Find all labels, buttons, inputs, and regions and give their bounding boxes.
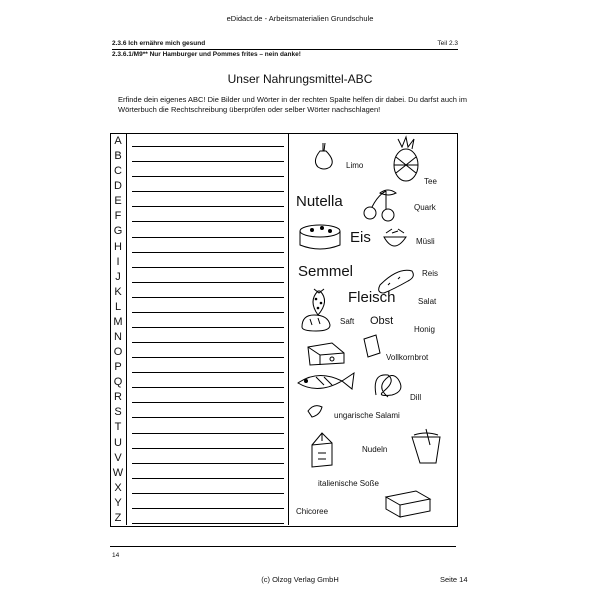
letter-g: G <box>113 225 123 238</box>
cheese-icon <box>308 343 344 365</box>
section-title: 2.3.6 Ich ernähre mich gesund <box>112 40 206 47</box>
page-label: Seite 14 <box>440 575 468 584</box>
part-label: Teil 2.3 <box>437 40 458 47</box>
letter-x: X <box>114 481 122 494</box>
letter-w: W <box>112 466 124 479</box>
word-eis: Eis <box>350 229 371 246</box>
writing-line-u[interactable] <box>132 448 284 449</box>
writing-line-h[interactable] <box>132 252 284 253</box>
writing-line-k[interactable] <box>132 297 284 298</box>
butter-icon <box>386 491 430 517</box>
letter-f: F <box>114 210 122 223</box>
writing-line-e[interactable] <box>132 206 284 207</box>
pretzel-icon <box>375 375 401 397</box>
writing-line-a[interactable] <box>132 146 284 147</box>
word-salat: Salat <box>418 297 437 306</box>
onion-icon <box>315 143 332 169</box>
letter-m: M <box>113 315 123 328</box>
letter-s: S <box>114 406 122 419</box>
cherries-icon <box>364 190 396 221</box>
food-pictures <box>288 133 456 525</box>
cake-icon <box>300 225 340 249</box>
writing-line-n[interactable] <box>132 342 284 343</box>
footer-rule <box>110 546 456 547</box>
milk-carton-icon <box>312 433 332 467</box>
writing-line-z[interactable] <box>132 523 284 524</box>
word-chicoree: Chicoree <box>296 507 329 516</box>
word-salami: ungarische Salami <box>334 411 400 420</box>
pineapple-icon <box>394 137 418 181</box>
letter-j: J <box>115 270 121 283</box>
letter-n: N <box>114 331 122 343</box>
writing-line-i[interactable] <box>132 267 284 268</box>
strawberry-icon <box>313 289 325 315</box>
page-number: 14 <box>112 552 120 559</box>
letter-d: D <box>114 180 122 193</box>
letter-c: C <box>114 165 122 178</box>
word-honig: Honig <box>414 325 435 334</box>
copyright-text: (c) Olzog Verlag GmbH <box>261 575 339 584</box>
word-vollkornbrot: Vollkornbrot <box>386 353 429 362</box>
word-fleisch: Fleisch <box>348 289 396 306</box>
writing-line-w[interactable] <box>132 478 284 479</box>
page-title: Unser Nahrungsmittel-ABC <box>227 72 373 86</box>
section-heading <box>112 40 458 47</box>
cereal-bowl-icon <box>384 229 406 246</box>
salami-icon <box>379 270 414 293</box>
word-reis: Reis <box>422 269 439 278</box>
fish-icon <box>298 373 354 389</box>
writing-line-r[interactable] <box>132 402 284 403</box>
writing-line-j[interactable] <box>132 282 284 283</box>
word-obst: Obst <box>370 315 394 327</box>
letter-u: U <box>114 436 122 449</box>
letter-r: R <box>114 391 122 404</box>
letter-q: Q <box>113 376 123 389</box>
writing-lines <box>132 133 284 525</box>
letter-l: L <box>114 300 122 313</box>
word-muesli: Müsli <box>416 237 435 246</box>
word-nudeln: Nudeln <box>362 445 388 454</box>
writing-line-d[interactable] <box>132 191 284 192</box>
word-saft: Saft <box>340 317 355 326</box>
juice-box-icon <box>364 335 380 357</box>
word-nutella: Nutella <box>296 193 343 210</box>
writing-line-q[interactable] <box>132 387 284 388</box>
writing-line-o[interactable] <box>132 357 284 358</box>
letter-k: K <box>114 285 122 298</box>
word-limo: Limo <box>346 161 364 170</box>
writing-line-l[interactable] <box>132 312 284 313</box>
word-quark: Quark <box>414 203 436 212</box>
site-header: eDidact.de - Arbeitsmaterialien Grundschule <box>226 14 374 23</box>
writing-line-c[interactable] <box>132 176 284 177</box>
word-semmel: Semmel <box>298 263 354 280</box>
material-line: 2.3.6.1/M9** Nur Hamburger und Pommes frites – nein danke! <box>112 49 458 58</box>
letter-h: H <box>114 240 122 253</box>
writing-line-y[interactable] <box>132 508 284 509</box>
sausage-icon <box>308 406 322 417</box>
letter-a: A <box>114 135 122 147</box>
letter-o: O <box>113 346 123 359</box>
letter-t: T <box>114 421 122 434</box>
writing-line-g[interactable] <box>132 237 284 238</box>
letter-e: E <box>114 195 122 208</box>
alphabet-column <box>110 133 127 525</box>
letter-z: Z <box>114 511 122 524</box>
cup-icon <box>412 429 440 463</box>
bread-icon <box>302 315 330 331</box>
letter-i: I <box>116 255 120 268</box>
letter-b: B <box>114 150 122 163</box>
instructions-text: Erfinde dein eigenes ABC! Die Bilder und Wörter in der rechten Spalte helfen dir dabei. Du darfst auch im Wörterbuch die Rechtschreibung überprüfen oder selber Wörter nachschlagen! <box>118 95 467 114</box>
letter-y: Y <box>114 496 122 509</box>
writing-line-t[interactable] <box>132 433 284 434</box>
word-dill: Dill <box>410 393 422 402</box>
writing-line-f[interactable] <box>132 221 284 222</box>
letter-v: V <box>114 451 122 464</box>
writing-line-x[interactable] <box>132 493 284 494</box>
writing-line-v[interactable] <box>132 463 284 464</box>
letter-p: P <box>114 361 122 374</box>
writing-line-m[interactable] <box>132 327 284 328</box>
writing-line-b[interactable] <box>132 161 284 162</box>
writing-line-p[interactable] <box>132 372 284 373</box>
word-sosse: italienische Soße <box>318 479 379 488</box>
word-tee: Tee <box>424 177 437 186</box>
writing-line-s[interactable] <box>132 417 284 418</box>
